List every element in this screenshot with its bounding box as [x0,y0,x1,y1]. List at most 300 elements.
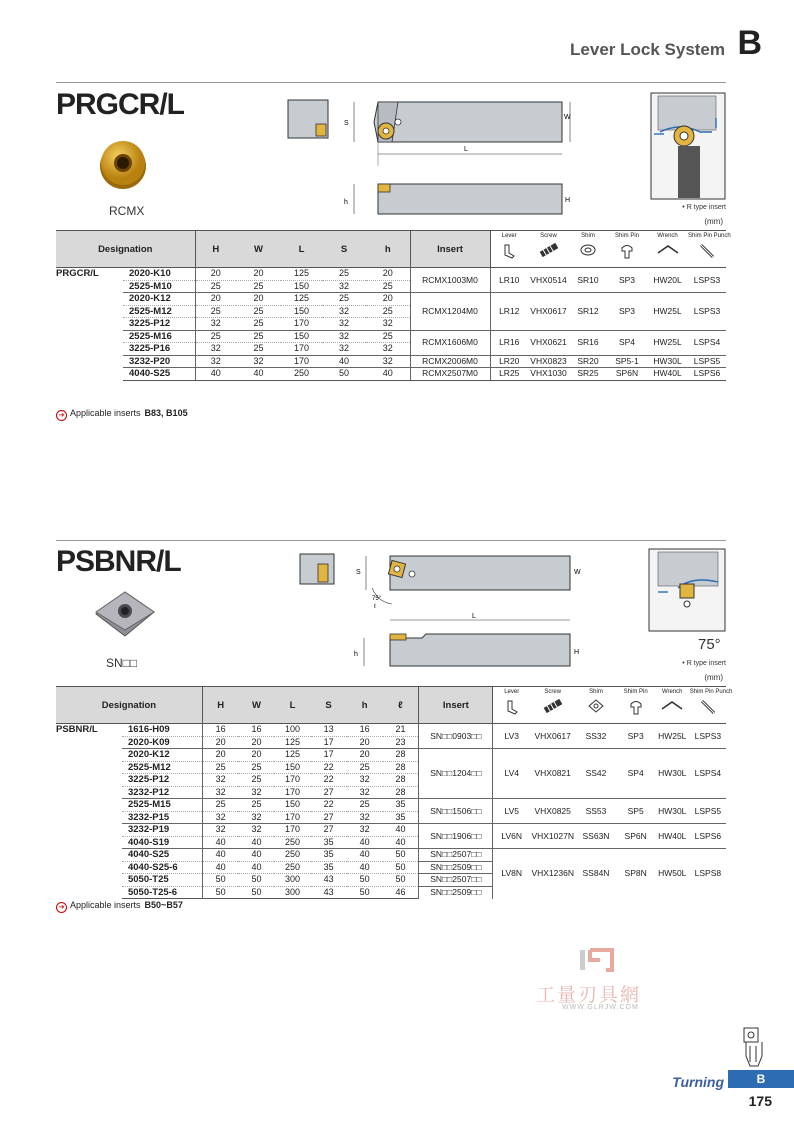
col-punch-2: Shim Pin Punch [690,687,726,724]
shim-cell: SR20 [569,355,607,368]
dim-cell-S: 22 [311,774,347,787]
dim-cell-S: 25 [322,268,366,281]
table-row [56,849,726,862]
punch-cell: LSPS6 [688,368,726,381]
punch-cell: LSPS4 [688,330,726,355]
col-insert-2: Insert [419,687,493,724]
punch-icon [698,243,716,259]
table-row [56,355,726,368]
insert-label-rcmx: RCMX [109,204,145,218]
dim-cell-L: 250 [274,861,310,874]
shim-pin-cell: SP5-1 [607,355,647,368]
designation-cell: 3232-P12 [122,786,202,799]
table-row [56,268,726,281]
insert-cell [419,849,493,899]
insert-cell: SN□□0903□□ [419,724,493,749]
spec-table-psbnr [56,686,733,899]
col-shim-2: Shim [575,687,616,724]
dim-cell-l: 28 [383,774,419,787]
col-insert: Insert [410,231,490,268]
designation-cell: 2525-M15 [122,799,202,812]
lever-cell: LR16 [490,330,528,355]
lever-cell: LV6N [493,824,530,849]
dim-h2-small-label: h [354,651,358,658]
col-h: h [366,231,410,268]
dim-cell-L: 150 [281,280,322,293]
punch-cell: LSPS6 [690,824,726,849]
screw-cell: VHX0823 [528,355,569,368]
dim-cell-L: 250 [274,849,310,862]
note-pages-link[interactable]: B83, B105 [144,408,188,418]
dim-h-big-label: H [565,197,571,204]
dim-cell-S: 35 [311,861,347,874]
col-W-2: W [238,687,274,724]
dim-cell-l: 28 [383,749,419,762]
dim-cell-l: 35 [383,811,419,824]
lever-cell: LV8N [493,849,530,899]
dim-cell-H: 16 [202,724,238,737]
shim-pin-cell: SP5 [617,799,655,824]
dim-cell-H: 20 [195,268,236,281]
dim-h2-big-label: H [574,649,580,656]
col-shim: Shim [569,231,607,268]
dim-cell-S: 35 [311,849,347,862]
col-wrench: Wrench [647,231,688,268]
lever-cell: LR12 [490,293,528,331]
insert-cell: SN□□1506□□ [419,799,493,824]
dim-cell-S: 40 [322,355,366,368]
dim-cell-H: 32 [195,318,236,331]
dim-cell-W: 20 [238,749,274,762]
shim-cell: SS42 [575,749,616,799]
dim-cell-h: 40 [366,368,410,381]
dim-ell-label: ℓ [374,604,376,610]
designation-cell: 2020-K12 [122,749,202,762]
dim-cell-L: 170 [274,811,310,824]
designation-cell: 4040-S25-6 [122,861,202,874]
model-title-psbnr: PSBNR/L [56,545,181,578]
wrench-cell: HW30L [655,749,690,799]
dim-cell-h: 25 [347,761,383,774]
dim-cell-L: 170 [281,355,322,368]
dim-cell-L: 125 [274,736,310,749]
table-row [56,330,726,343]
dim-cell-h: 20 [347,736,383,749]
dim-cell-W: 25 [238,761,274,774]
dim-cell-H: 32 [202,774,238,787]
shim-pin-cell: SP8N [617,849,655,899]
dim-cell-H: 50 [202,886,238,899]
end-view-diagram [286,98,332,142]
dim-cell-H: 40 [202,849,238,862]
lever-icon [505,699,519,715]
dim-cell-S: 27 [311,824,347,837]
col-S: S [322,231,366,268]
dim-cell-H: 40 [195,368,236,381]
lever-icon [502,243,516,259]
dim-cell-W: 32 [238,811,274,824]
dim-cell-S: 32 [322,343,366,356]
dim-cell-W: 20 [238,736,274,749]
dim-cell-l: 23 [383,736,419,749]
dim-cell-H: 32 [195,355,236,368]
screw-cell: VHX0514 [528,268,569,293]
sn-insert-image [94,590,156,640]
dim-cell-S: 27 [311,811,347,824]
dim-cell-h: 20 [347,749,383,762]
dim-cell-W: 25 [236,318,281,331]
dim-cell-W: 25 [238,799,274,812]
shim-cell: SS84N [575,849,616,899]
dim-cell-h: 16 [347,724,383,737]
col-H-2: H [202,687,238,724]
shim-cell: SR16 [569,330,607,355]
dim-cell-L: 170 [274,824,310,837]
insert-cell: RCMX1204M0 [410,293,490,331]
dim-cell-L: 150 [281,330,322,343]
screw-icon [538,243,560,257]
col-wrench-2: Wrench [655,687,690,724]
dim-cell-W: 40 [238,836,274,849]
shim-pin-cell: SP3 [607,293,647,331]
screw-cell: VHX0617 [530,724,575,749]
col-W: W [236,231,281,268]
shim-pin-cell: SP6N [617,824,655,849]
designation-cell: 3232-P20 [123,355,195,368]
lever-mechanism-diagram [650,92,726,200]
dim-cell-W: 20 [236,268,281,281]
shim-pin-cell: SP3 [617,724,655,749]
wrench-cell: HW30L [647,355,688,368]
designation-cell: 5050-T25 [122,874,202,887]
page-header-title: Lever Lock System [570,40,725,59]
dim-cell-L: 170 [274,786,310,799]
dim-w-label: W [564,114,571,121]
punch-cell: LSPS4 [690,749,726,799]
dim-cell-h: 25 [366,280,410,293]
dim-cell-W: 20 [236,293,281,306]
lever-cell: LV3 [493,724,530,749]
shim-pin-cell: SP4 [607,330,647,355]
dim-cell-S: 35 [311,836,347,849]
dim-cell-l: 50 [383,874,419,887]
insert-cell: RCMX1606M0 [410,330,490,355]
screw-cell: VHX0821 [530,749,575,799]
dim-cell-h: 20 [366,293,410,306]
dim-h-small-label: h [344,199,348,206]
dim-cell-H: 25 [195,330,236,343]
insert-line: SN□□2509□□ [419,861,492,874]
wrench-icon [656,243,680,255]
insert-cell: RCMX1003M0 [410,268,490,293]
top-view-diagram-2 [352,552,588,624]
wrench-cell: HW40L [647,368,688,381]
dim-cell-l: 50 [383,861,419,874]
wrench-icon [660,699,684,711]
wrench-cell: HW30L [655,799,690,824]
col-S-2: S [311,687,347,724]
lever-cell: LV5 [493,799,530,824]
dim-cell-h: 32 [347,774,383,787]
dim-cell-l: 40 [383,836,419,849]
dim-cell-H: 50 [202,874,238,887]
dim-cell-h: 25 [366,305,410,318]
dim-cell-W: 50 [238,874,274,887]
dim-cell-H: 25 [195,305,236,318]
dim-cell-h: 50 [347,874,383,887]
table-row [56,724,726,737]
screw-cell: VHX0617 [528,293,569,331]
screw-cell: VHX1027N [530,824,575,849]
dim-cell-W: 25 [236,305,281,318]
turning-tool-icon [740,1026,770,1070]
dim-cell-W: 32 [238,824,274,837]
dim-cell-L: 125 [281,293,322,306]
end-view-diagram-2 [298,552,338,588]
r-type-note-1: • R type insert [682,204,726,211]
dim-cell-W: 25 [238,774,274,787]
dim-cell-h: 32 [347,824,383,837]
arrow-circle-icon: ➔ [56,902,67,913]
watermark-text: 工量刃具網 [536,985,642,1006]
dim-cell-W: 50 [238,886,274,899]
punch-icon [699,699,717,715]
designation-cell: 3225-P12 [123,318,195,331]
dim-cell-h: 32 [366,318,410,331]
dim-cell-h: 25 [366,330,410,343]
dim-cell-l: 28 [383,761,419,774]
lever-cell: LR25 [490,368,528,381]
col-punch: Shim Pin Punch [688,231,726,268]
shim-round-icon [580,243,596,257]
designation-cell: 3232-P19 [122,824,202,837]
dim-cell-S: 32 [322,330,366,343]
punch-cell: LSPS3 [688,268,726,293]
shim-cell: SS53 [575,799,616,824]
dim-cell-h: 32 [366,343,410,356]
dim-cell-W: 40 [236,368,281,381]
col-L: L [281,231,322,268]
dim-cell-S: 43 [311,874,347,887]
dim-cell-S: 32 [322,305,366,318]
table-row [56,368,726,381]
designation-cell: 2020-K10 [123,268,195,281]
arrow-circle-icon: ➔ [56,410,67,421]
section-divider-2 [56,540,726,541]
dim-w2-label: W [574,569,581,576]
dim-cell-W: 40 [238,849,274,862]
dim-cell-L: 250 [281,368,322,381]
dim-cell-L: 100 [274,724,310,737]
shim-cell: SR25 [569,368,607,381]
note-pages-link-2[interactable]: B50~B57 [144,900,183,910]
designation-cell: 2525-M12 [122,761,202,774]
dim-cell-W: 32 [238,786,274,799]
unit-label-1: (mm) [704,217,723,226]
dim-cell-H: 32 [202,811,238,824]
insert-line: SN□□2507□□ [430,849,482,860]
dim-cell-H: 25 [195,280,236,293]
dim-cell-l: 28 [383,786,419,799]
rcmx-insert-image [98,140,148,190]
dim-l2-label: L [472,613,476,620]
col-shim-pin: Shim Pin [607,231,647,268]
dim-cell-L: 170 [274,774,310,787]
series-name: PSBNR/L [56,724,98,735]
table-row [56,824,726,837]
designation-cell: 2525-M12 [123,305,195,318]
dim-cell-h: 32 [347,811,383,824]
dim-cell-L: 150 [274,799,310,812]
punch-cell: LSPS5 [688,355,726,368]
designation-cell: 4040-S25 [123,368,195,381]
designation-cell: 2020-K09 [122,736,202,749]
lever-cell: LR20 [490,355,528,368]
dim-cell-H: 40 [202,861,238,874]
shim-pin-cell: SP6N [607,368,647,381]
punch-cell: LSPS3 [688,293,726,331]
dim-cell-h: 25 [347,799,383,812]
wrench-cell: HW20L [647,268,688,293]
table-row [56,749,726,762]
dim-cell-L: 150 [281,305,322,318]
dim-cell-h: 50 [347,886,383,899]
insert-line: SN□□2507□□ [419,873,492,886]
col-screw: Screw [528,231,569,268]
screw-icon [542,699,564,713]
dim-cell-S: 32 [322,280,366,293]
table-row [56,799,726,812]
dim-cell-S: 13 [311,724,347,737]
col-H: H [195,231,236,268]
unit-label-2: (mm) [704,673,723,682]
approach-angle-label: 75° [698,636,721,653]
wrench-cell: HW50L [655,849,690,899]
r-type-note-2: • R type insert [682,660,726,667]
dim-cell-h: 40 [347,849,383,862]
dim-cell-L: 250 [274,836,310,849]
shim-pin-cell: SP4 [617,749,655,799]
wrench-cell: HW25L [647,293,688,331]
page-number: 175 [748,1093,772,1109]
dim-cell-H: 32 [202,786,238,799]
dim-cell-H: 20 [202,749,238,762]
dim-cell-H: 25 [202,761,238,774]
punch-cell: LSPS5 [690,799,726,824]
col-lever: Lever [490,231,528,268]
dim-cell-H: 20 [195,293,236,306]
dim-cell-S: 17 [311,736,347,749]
shim-cell: SR12 [569,293,607,331]
insert-cell: SN□□1906□□ [419,824,493,849]
dim-cell-S: 27 [311,786,347,799]
dim-cell-W: 25 [236,280,281,293]
lever-cell: LR10 [490,268,528,293]
designation-cell: 5050-T25-6 [122,886,202,899]
screw-cell: VHX0825 [530,799,575,824]
dim-cell-H: 32 [202,824,238,837]
table-row [56,293,726,306]
footer-section-letter: B [728,1070,794,1088]
dim-s2-label: S [356,569,361,576]
dim-cell-H: 32 [195,343,236,356]
dim-cell-L: 170 [281,343,322,356]
punch-cell: LSPS8 [690,849,726,899]
header-divider [56,82,726,83]
screw-cell: VHX1030 [528,368,569,381]
designation-cell: 4040-S25 [122,849,202,862]
dim-cell-L: 300 [274,886,310,899]
series-name: PRGCR/L [56,268,99,279]
dim-cell-S: 25 [322,293,366,306]
shim-cell: SS63N [575,824,616,849]
section-letter: B [737,24,762,62]
shim-cell: SR10 [569,268,607,293]
dim-cell-H: 40 [202,836,238,849]
dim-cell-S: 32 [322,318,366,331]
lever-cell: LV4 [493,749,530,799]
footer-section-name: Turning [672,1074,724,1090]
shim-cell: SS32 [575,724,616,749]
col-designation-2: Designation [56,687,202,724]
screw-cell: VHX1236N [530,849,575,899]
dim-cell-S: 50 [322,368,366,381]
insert-cell: RCMX2507M0 [410,368,490,381]
insert-cell: SN□□1204□□ [419,749,493,799]
dim-cell-l: 40 [383,824,419,837]
dim-cell-W: 25 [236,330,281,343]
shim-pin-icon [629,699,643,715]
dim-l-label: L [464,146,468,153]
dim-cell-S: 43 [311,886,347,899]
shim-pin-cell: SP3 [607,268,647,293]
shim-square-icon [588,699,604,713]
col-ell-2: ℓ [383,687,419,724]
dim-cell-H: 20 [202,736,238,749]
dim-cell-S: 17 [311,749,347,762]
insert-line: SN□□2509□□ [419,886,492,899]
watermark-logo [576,946,620,976]
designation-cell: 2525-M10 [123,280,195,293]
dim-cell-h: 32 [347,786,383,799]
dim-cell-W: 16 [238,724,274,737]
dim-cell-W: 40 [238,861,274,874]
angle-small-label: 75° [372,596,382,602]
designation-cell: 2525-M16 [123,330,195,343]
dim-cell-W: 32 [236,355,281,368]
dim-cell-h: 40 [347,861,383,874]
dim-cell-S: 22 [311,761,347,774]
screw-cell: VHX0621 [528,330,569,355]
applicable-inserts-note-1: ➔ Applicable inserts B83, B105 [56,408,188,421]
applicable-inserts-note-2: ➔ Applicable inserts B50~B57 [56,900,183,913]
dim-cell-l: 46 [383,886,419,899]
dim-cell-L: 125 [274,749,310,762]
col-designation: Designation [56,231,195,268]
designation-cell: 3225-P16 [123,343,195,356]
designation-cell: 3225-P12 [122,774,202,787]
designation-cell: 4040-S19 [122,836,202,849]
watermark-url: WWW.GLRJW.COM [562,1004,639,1011]
dim-cell-L: 150 [274,761,310,774]
dim-cell-l: 21 [383,724,419,737]
wrench-cell: HW25L [655,724,690,749]
dim-cell-h: 20 [366,268,410,281]
dim-cell-h: 32 [366,355,410,368]
dim-s-label: S [344,120,349,127]
side-view-diagram-2 [352,632,588,674]
dim-cell-W: 25 [236,343,281,356]
